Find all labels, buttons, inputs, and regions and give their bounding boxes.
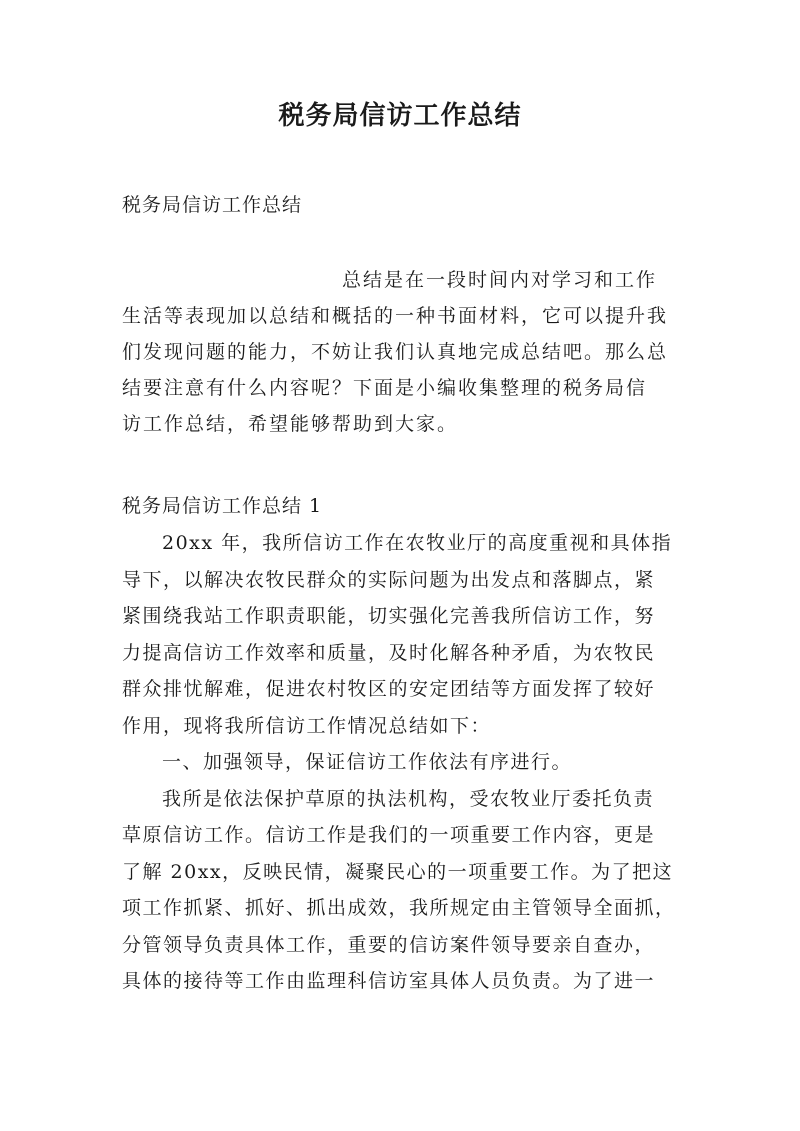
body-line: 20xx 年，我所信访工作在农牧业厅的高度重视和具体指: [162, 532, 673, 554]
section-heading: 税务局信访工作总结 1: [122, 495, 323, 517]
document-subtitle: 税务局信访工作总结: [122, 194, 303, 216]
body-line: 作用，现将我所信访工作情况总结如下：: [122, 714, 492, 737]
body-line: 草原信访工作。信访工作是我们的一项重要工作内容，更是: [122, 824, 656, 846]
body-line: 了解 20xx，反映民情，凝聚民心的一项重要工作。为了把这: [122, 860, 674, 883]
body-line: 项工作抓紧、抓好、抓出成效，我所规定由主管领导全面抓，: [122, 897, 676, 919]
intro-line: 访工作总结，希望能够帮助到大家。: [122, 413, 459, 435]
body-line: 我所是依法保护草原的执法机构，受农牧业厅委托负责: [162, 787, 655, 810]
body-line: 导下，以解决农牧民群众的实际问题为出发点和落脚点，紧: [122, 568, 656, 591]
intro-line: 总结是在一段时间内对学习和工作: [342, 269, 658, 291]
body-line: 群众排忧解难，促进农村牧区的安定团结等方面发挥了较好: [122, 678, 656, 700]
body-line: 分管领导负责具体工作，重要的信访案件领导要亲自查办，: [122, 933, 656, 956]
intro-paragraph: [122, 262, 682, 442]
body-line: 力提高信访工作效率和质量，及时化解各种矛盾，为农牧民: [122, 641, 656, 664]
body-paragraphs: [122, 525, 682, 1000]
intro-line: 结要注意有什么内容呢？下面是小编收集整理的税务局信: [122, 377, 648, 399]
body-line: 具体的接待等工作由监理科信访室具体人员负责。为了进一: [122, 970, 656, 992]
body-line: 紧围绕我站工作职责职能，切实强化完善我所信访工作，努: [122, 605, 656, 627]
intro-line: 生活等表现加以总结和概括的一种书面材料，它可以提升我: [122, 305, 669, 327]
intro-line: 们发现问题的能力，不妨让我们认真地完成总结吧。那么总: [122, 341, 669, 363]
body-heading-line: 一、加强领导，保证信访工作依法有序进行。: [162, 751, 573, 773]
document-title: 税务局信访工作总结: [278, 101, 522, 131]
